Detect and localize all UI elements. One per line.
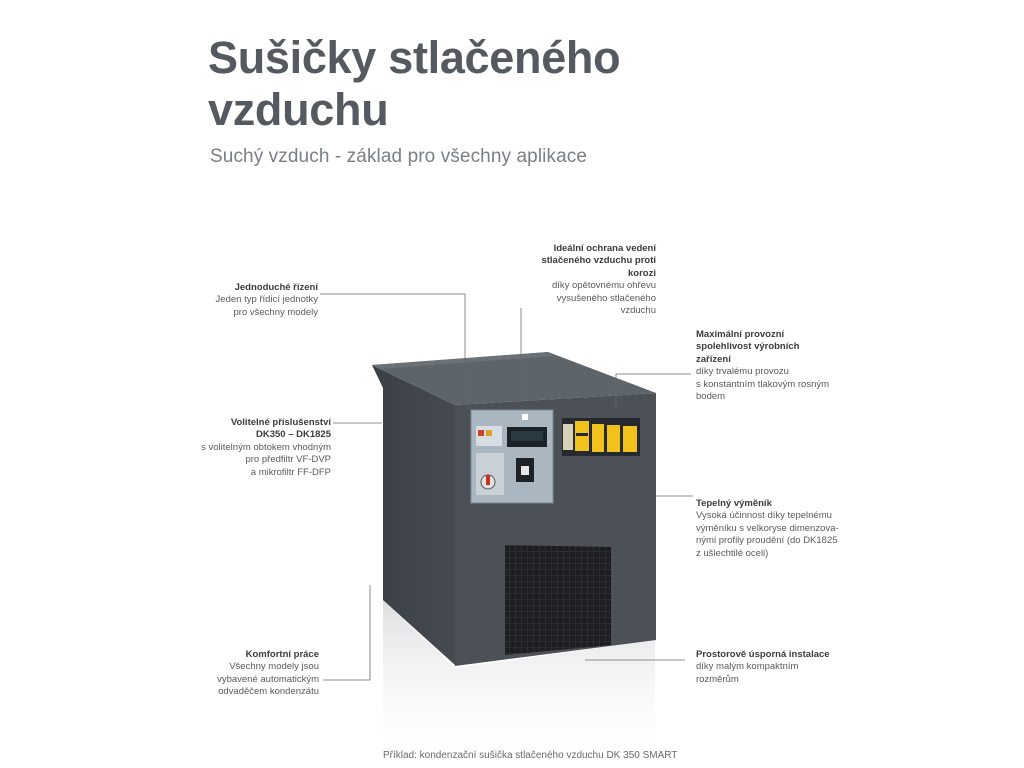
callout-line: díky trvalému provozu <box>696 366 789 378</box>
callout-line: bodem <box>696 391 726 403</box>
title-line-1: Sušičky stlačeného <box>208 32 621 83</box>
callout-line: vysušeného stlačeného <box>556 292 656 304</box>
ventilation-grille <box>505 545 611 655</box>
callout-line: pro všechny modely <box>233 306 318 318</box>
callout-line: pro předfiltr VF-DVP <box>245 454 331 466</box>
callout-heading: Tepelný výměník <box>696 498 772 509</box>
brand-strip <box>562 418 640 456</box>
callout-heat-exchanger <box>696 498 886 560</box>
page-subtitle: Suchý vzduch - základ pro všechny aplikace <box>210 146 588 167</box>
callout-corrosion-protection <box>486 243 656 317</box>
title-line-2: vzduchu <box>208 84 389 135</box>
callout-simple-control <box>176 282 318 319</box>
callout-heading-line: Volitelné příslušenství <box>230 417 331 428</box>
callout-line: vybavené automatickým <box>217 673 319 685</box>
callout-space-saving <box>696 649 886 686</box>
callout-line: díky malým kompaktním <box>696 661 799 673</box>
callout-heading: Prostorově úsporná instalace <box>696 649 830 660</box>
callout-line: rozměrům <box>696 673 739 685</box>
callout-comfortable-work <box>184 649 319 699</box>
callout-line: s volitelným obtokem vhodným <box>201 441 331 453</box>
callout-heading: Komfortní práce <box>245 649 319 660</box>
callout-line: z ušlechtilé oceli) <box>696 547 769 559</box>
image-caption: Příklad: kondenzační sušička stlačeného vzduchu DK 350 SMART <box>383 750 678 761</box>
callout-heading-line: zařízení <box>696 353 731 365</box>
callout-heading-line: DK350 – DK1825 <box>256 429 331 441</box>
callout-heading-line: stlačeného vzduchu proti <box>541 255 656 267</box>
callout-line: Jeden typ řídicí jednotky <box>215 294 318 306</box>
callout-line: s konstantním tlakovým rosným <box>696 378 830 390</box>
callout-line: Vysoká účinnost díky tepelnému <box>696 510 832 522</box>
control-panel <box>471 410 553 503</box>
callout-heading: Jednoduché řízení <box>234 282 318 293</box>
callout-heading-line: korozi <box>628 267 656 279</box>
callout-line: vzduchu <box>620 305 656 317</box>
callout-line: díky opětovnému ohřevu <box>551 280 656 292</box>
callout-heading-line: Ideální ochrana vedení <box>553 243 656 254</box>
callout-line: výměníku s velkoryse dimenzova- <box>696 522 839 534</box>
callout-line: Všechny modely jsou <box>229 661 319 673</box>
callout-heading-line: Maximální provozní <box>696 329 785 340</box>
callout-line: odvaděčem kondenzátu <box>218 686 319 698</box>
callout-heading-line: spolehlivost výrobních <box>696 341 800 353</box>
callout-line: nými profily proudění (do DK1825 <box>696 535 838 547</box>
callout-optional-accessories <box>160 417 331 479</box>
callout-reliability <box>696 329 886 403</box>
callout-line: a mikrofiltr FF-DFP <box>250 466 331 478</box>
